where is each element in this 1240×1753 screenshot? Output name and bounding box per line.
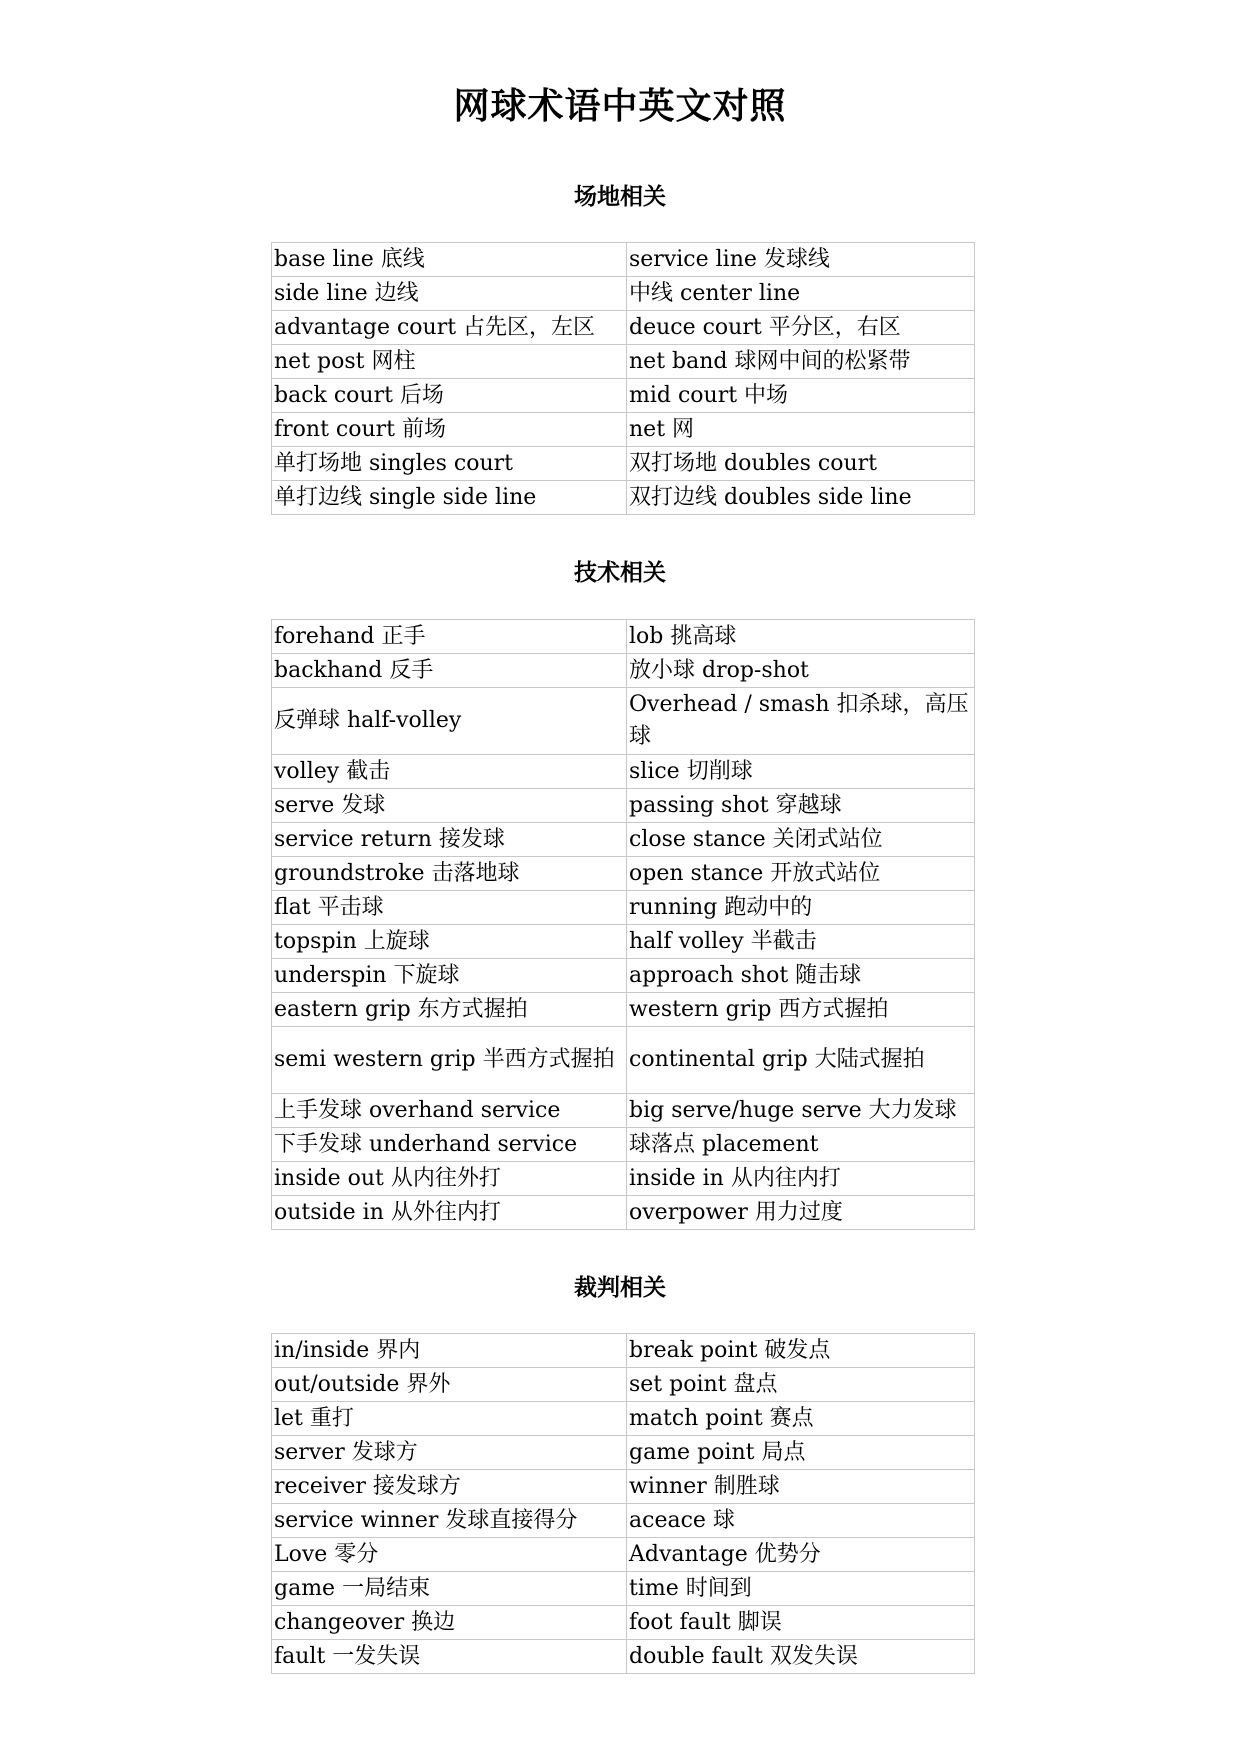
term-cell: Love 零分	[272, 1538, 627, 1572]
term-cell: net 网	[627, 413, 975, 447]
table-row	[272, 1538, 975, 1572]
term-cell: match point 赛点	[627, 1402, 975, 1436]
term-cell: game 一局结束	[272, 1572, 627, 1606]
table-row	[272, 311, 975, 345]
term-cell: 单打边线 single side line	[272, 481, 627, 515]
term-cell: lob 挑高球	[627, 620, 975, 654]
term-cell: double fault 双发失误	[627, 1640, 975, 1674]
table-row	[272, 1470, 975, 1504]
term-cell: Advantage 优势分	[627, 1538, 975, 1572]
table-row	[272, 1640, 975, 1674]
term-cell: Overhead / smash 扣杀球，高压球	[627, 688, 975, 755]
table-row	[272, 823, 975, 857]
term-cell: big serve/huge serve 大力发球	[627, 1094, 975, 1128]
term-cell: 上手发球 overhand service	[272, 1094, 627, 1128]
term-cell: aceace 球	[627, 1504, 975, 1538]
term-cell: 下手发球 underhand service	[272, 1128, 627, 1162]
table-row	[272, 755, 975, 789]
table-row	[272, 1334, 975, 1368]
table-row	[272, 1606, 975, 1640]
term-cell: front court 前场	[272, 413, 627, 447]
page-title: 网球术语中英文对照	[453, 86, 787, 127]
table-row	[272, 345, 975, 379]
term-cell: side line 边线	[272, 277, 627, 311]
term-cell: base line 底线	[272, 243, 627, 277]
term-cell: approach shot 随击球	[627, 959, 975, 993]
term-cell: western grip 西方式握拍	[627, 993, 975, 1027]
term-cell: service line 发球线	[627, 243, 975, 277]
table-row	[272, 1368, 975, 1402]
table-row	[272, 379, 975, 413]
table-row	[272, 688, 975, 755]
table-row	[272, 1128, 975, 1162]
table-row	[272, 1572, 975, 1606]
term-cell: 反弹球 half-volley	[272, 688, 627, 755]
term-cell: service winner 发球直接得分	[272, 1504, 627, 1538]
table-row	[272, 1094, 975, 1128]
term-cell: let 重打	[272, 1402, 627, 1436]
term-cell: backhand 反手	[272, 654, 627, 688]
term-cell: net post 网柱	[272, 345, 627, 379]
term-cell: half volley 半截击	[627, 925, 975, 959]
term-cell: slice 切削球	[627, 755, 975, 789]
term-cell: service return 接发球	[272, 823, 627, 857]
term-cell: topspin 上旋球	[272, 925, 627, 959]
table-row	[272, 481, 975, 515]
term-cell: receiver 接发球方	[272, 1470, 627, 1504]
term-cell: 双打场地 doubles court	[627, 447, 975, 481]
term-cell: flat 平击球	[272, 891, 627, 925]
term-cell: inside in 从内往内打	[627, 1162, 975, 1196]
table-row	[272, 1196, 975, 1230]
term-cell: close stance 关闭式站位	[627, 823, 975, 857]
table-row	[272, 1436, 975, 1470]
term-cell: open stance 开放式站位	[627, 857, 975, 891]
term-cell: game point 局点	[627, 1436, 975, 1470]
term-cell: running 跑动中的	[627, 891, 975, 925]
term-cell: foot fault 脚误	[627, 1606, 975, 1640]
table-row	[272, 277, 975, 311]
term-cell: net band 球网中间的松紧带	[627, 345, 975, 379]
term-cell: forehand 正手	[272, 620, 627, 654]
term-cell: semi western grip 半西方式握拍	[272, 1027, 627, 1094]
term-cell: 双打边线 doubles side line	[627, 481, 975, 515]
table-row	[272, 857, 975, 891]
term-cell: continental grip 大陆式握拍	[627, 1027, 975, 1094]
term-cell: underspin 下旋球	[272, 959, 627, 993]
term-cell: in/inside 界内	[272, 1334, 627, 1368]
table-row	[272, 654, 975, 688]
term-cell: 中线 center line	[627, 277, 975, 311]
term-cell: advantage court 占先区，左区	[272, 311, 627, 345]
court-terms-table	[271, 242, 975, 515]
table-row	[272, 413, 975, 447]
term-cell: mid court 中场	[627, 379, 975, 413]
term-cell: volley 截击	[272, 755, 627, 789]
technique-terms-table	[271, 619, 975, 1230]
section-heading-umpiring: 裁判相关	[574, 1275, 666, 1301]
term-cell: 球落点 placement	[627, 1128, 975, 1162]
term-cell: outside in 从外往内打	[272, 1196, 627, 1230]
table-row	[272, 993, 975, 1027]
table-row	[272, 1504, 975, 1538]
section-heading-technique: 技术相关	[574, 560, 666, 586]
term-cell: 放小球 drop-shot	[627, 654, 975, 688]
table-row	[272, 620, 975, 654]
table-row	[272, 959, 975, 993]
umpiring-terms-table	[271, 1333, 975, 1674]
term-cell: back court 后场	[272, 379, 627, 413]
table-row	[272, 891, 975, 925]
table-row	[272, 1162, 975, 1196]
table-row	[272, 447, 975, 481]
term-cell: fault 一发失误	[272, 1640, 627, 1674]
term-cell: overpower 用力过度	[627, 1196, 975, 1230]
section-heading-court: 场地相关	[574, 184, 666, 210]
term-cell: time 时间到	[627, 1572, 975, 1606]
term-cell: break point 破发点	[627, 1334, 975, 1368]
table-row	[272, 1402, 975, 1436]
table-row	[272, 925, 975, 959]
term-cell: serve 发球	[272, 789, 627, 823]
term-cell: groundstroke 击落地球	[272, 857, 627, 891]
term-cell: passing shot 穿越球	[627, 789, 975, 823]
term-cell: out/outside 界外	[272, 1368, 627, 1402]
table-row	[272, 789, 975, 823]
term-cell: changeover 换边	[272, 1606, 627, 1640]
term-cell: deuce court 平分区，右区	[627, 311, 975, 345]
term-cell: server 发球方	[272, 1436, 627, 1470]
term-cell: winner 制胜球	[627, 1470, 975, 1504]
table-row	[272, 243, 975, 277]
term-cell: inside out 从内往外打	[272, 1162, 627, 1196]
term-cell: eastern grip 东方式握拍	[272, 993, 627, 1027]
term-cell: 单打场地 singles court	[272, 447, 627, 481]
table-row	[272, 1027, 975, 1094]
term-cell: set point 盘点	[627, 1368, 975, 1402]
